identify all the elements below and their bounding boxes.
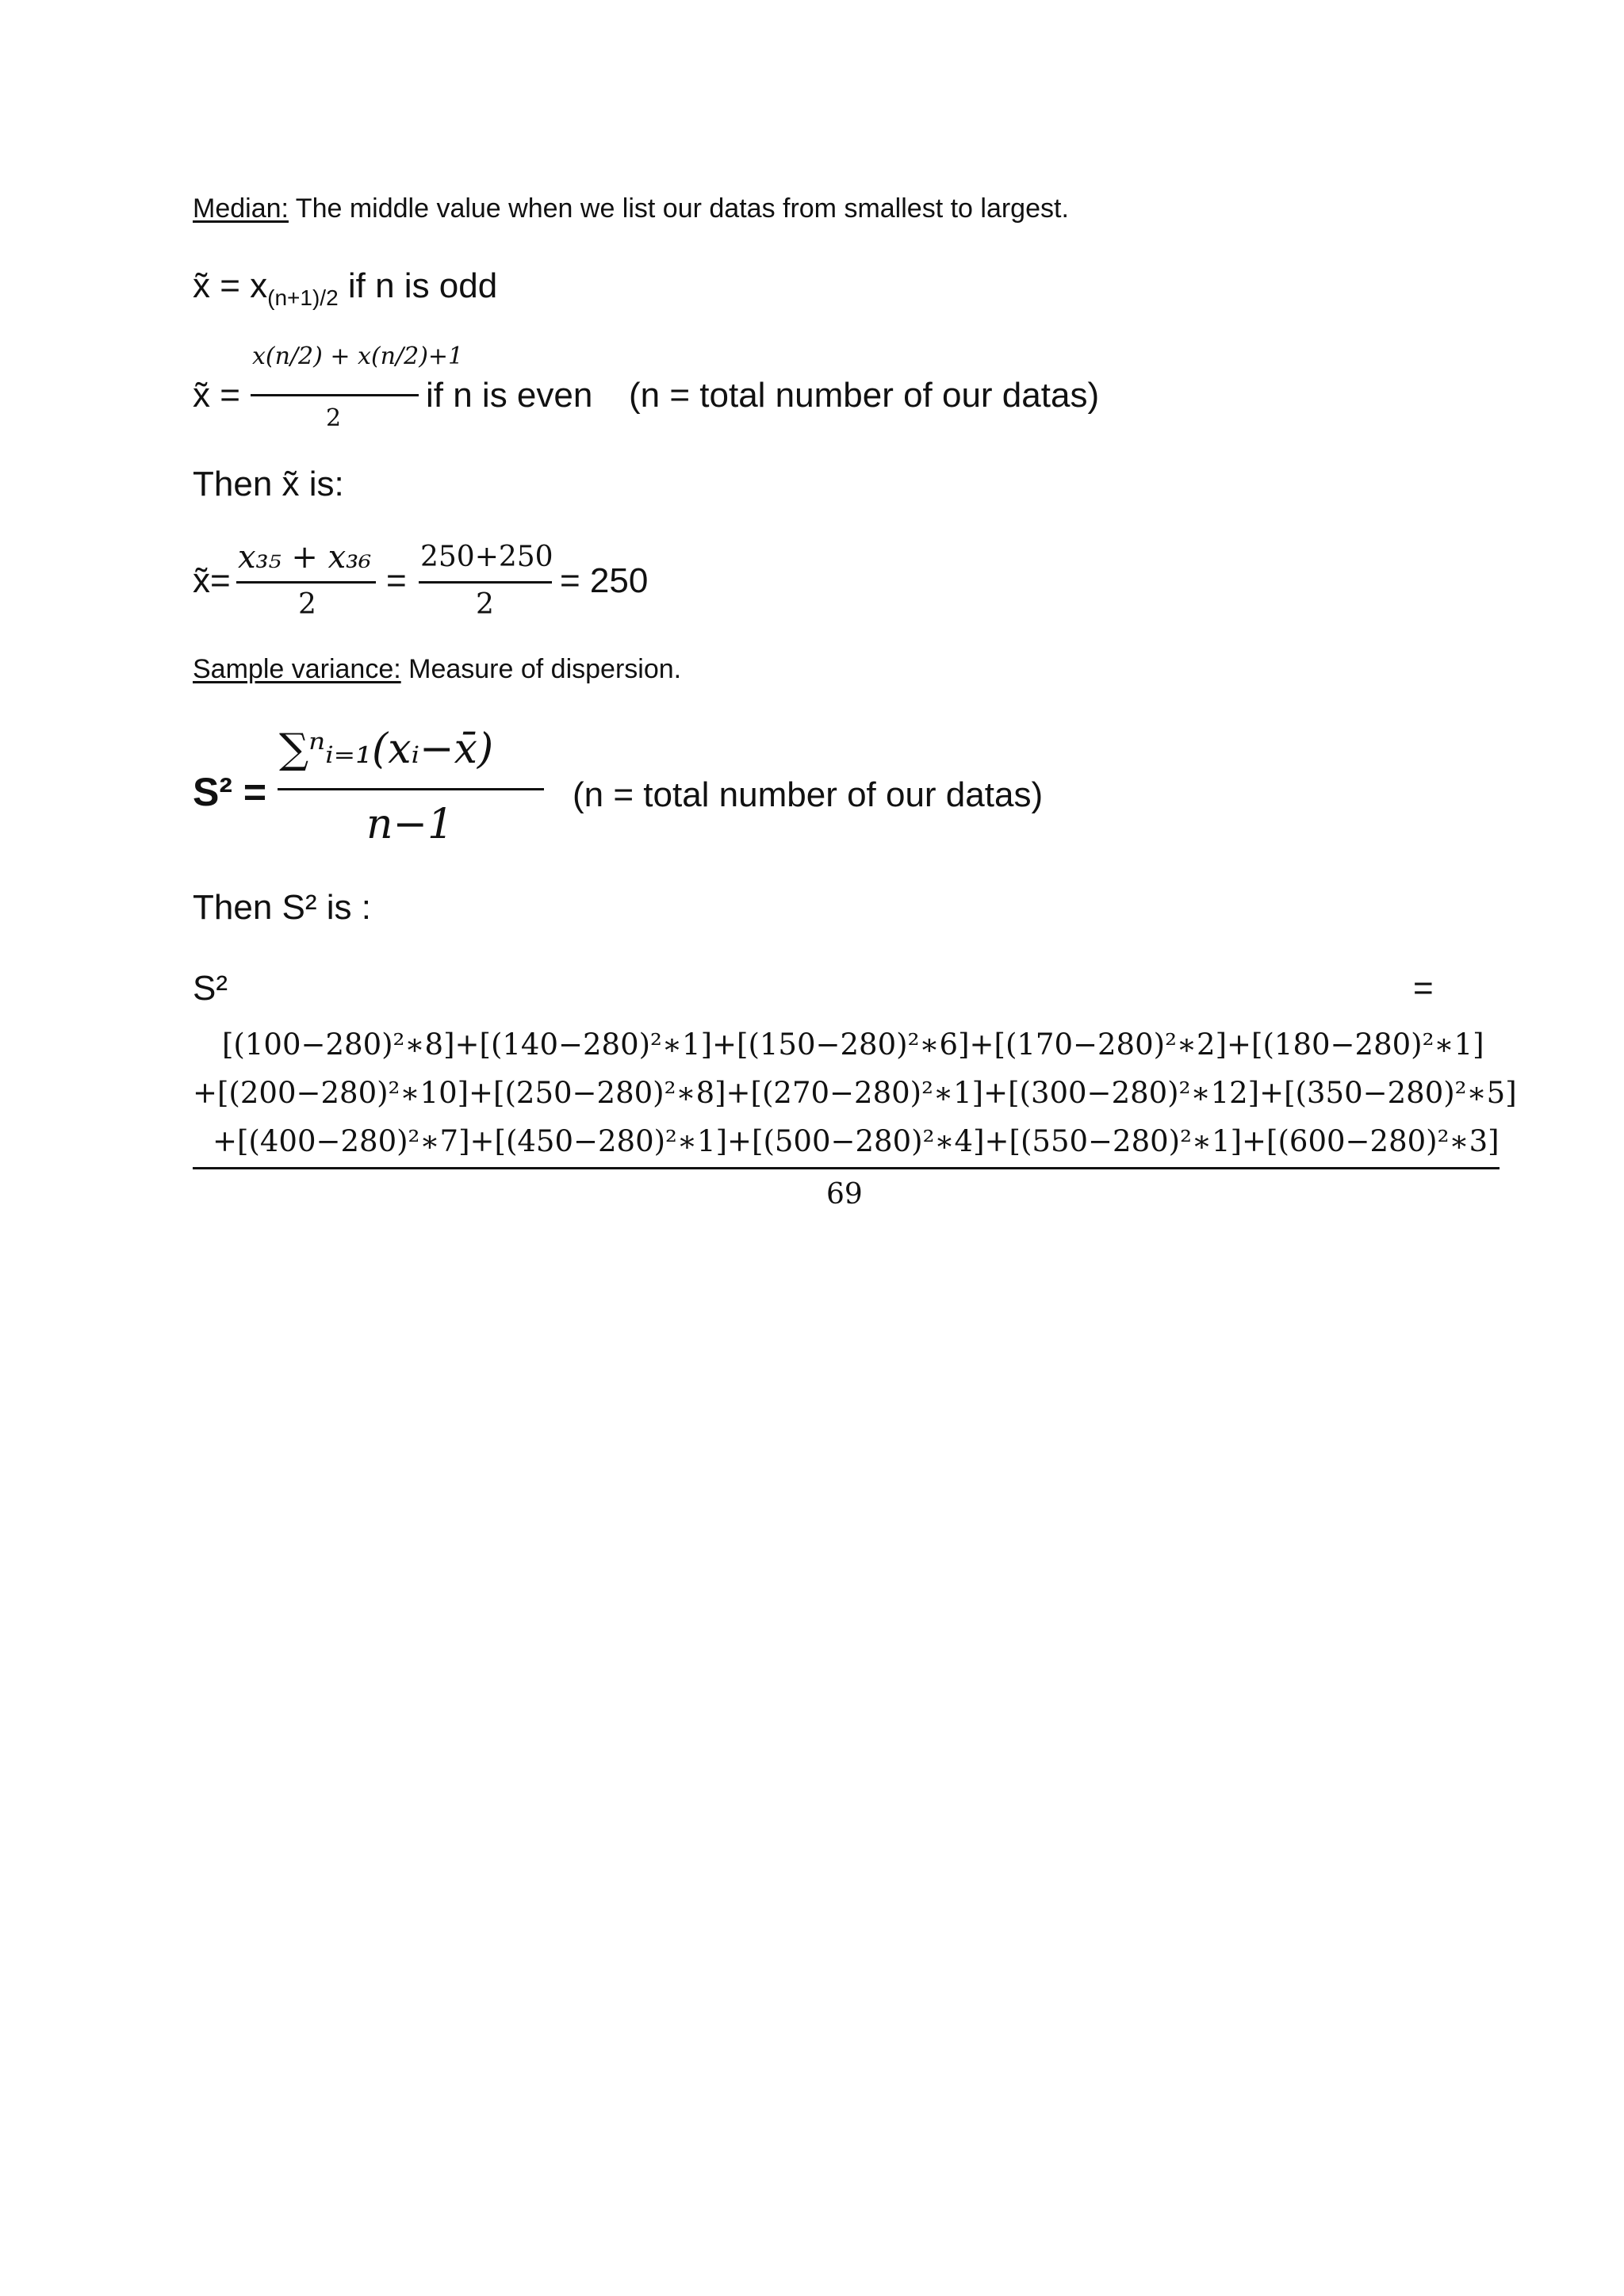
median-label: Median: xyxy=(193,193,289,224)
median-heading xyxy=(193,193,1069,224)
median-calc-fraction-bar-1 xyxy=(236,581,376,584)
page-number: 69 xyxy=(826,1178,863,1211)
median-even-denominator: 2 xyxy=(326,404,342,432)
median-calc-numerator-2: 250+250 xyxy=(420,541,553,573)
variance-numerator-row-2: +[(200−280)²∗10]+[(250−280)²∗8]+[(270−280)²∗1]+[(300−280)²∗12]+[(350−280)²∗5] xyxy=(193,1076,1517,1110)
median-then-text: Then x̃ is: xyxy=(193,465,344,503)
variance-calc-lhs: S² xyxy=(193,969,228,1008)
variance-numerator-row-1: [(100−280)²∗8]+[(140−280)²∗1]+[(150−280)²∗6]+[(170−280)²∗2]+[(180−280)²∗1] xyxy=(222,1027,1484,1062)
median-even-fraction-bar xyxy=(251,394,419,396)
median-even-note: (n = total number of our datas) xyxy=(629,376,1100,415)
median-calc-denominator-2: 2 xyxy=(476,588,494,621)
variance-then-text: Then S² is : xyxy=(193,888,371,927)
variance-label: Sample variance: xyxy=(193,654,401,684)
variance-calc-fraction-bar xyxy=(193,1167,1500,1169)
variance-fraction-bar xyxy=(278,788,544,790)
variance-calc-equals: = xyxy=(1413,969,1434,1008)
median-calc-result: = 250 xyxy=(560,561,649,600)
variance-lhs: S² = xyxy=(193,770,267,814)
median-even-numerator: x(n/2) + x(n/2)+1 xyxy=(252,342,464,370)
variance-denominator: n−1 xyxy=(366,801,454,848)
variance-description: Measure of dispersion. xyxy=(400,654,682,684)
median-even-condition: if n is even xyxy=(426,376,593,415)
median-odd-subscript: (n+1)/2 xyxy=(267,285,339,310)
variance-numerator-row-3: +[(400−280)²∗7]+[(450−280)²∗1]+[(500−280)²∗4]+[(550−280)²∗1]+[(600−280)²∗3] xyxy=(213,1124,1500,1158)
variance-note: (n = total number of our datas) xyxy=(573,775,1044,814)
median-odd-condition: if n is odd xyxy=(338,266,498,305)
median-calc-lhs: x̃= xyxy=(193,561,231,600)
median-odd-formula xyxy=(193,266,498,310)
median-calc-numerator-1: x₃₅ + x₃₆ xyxy=(238,539,372,576)
median-calc-equals: = xyxy=(386,561,407,600)
median-odd-lhs: x̃ = x xyxy=(193,266,268,305)
median-description: The middle value when we list our datas from smallest to largest. xyxy=(288,193,1069,224)
median-calc-denominator-1: 2 xyxy=(298,588,316,621)
median-calc-fraction-bar-2 xyxy=(419,581,552,584)
variance-heading xyxy=(193,654,681,685)
variance-numerator: ∑ⁿᵢ₌₁(xᵢ−x̄) xyxy=(279,725,494,773)
median-even-lhs: x̃ = xyxy=(193,376,240,415)
